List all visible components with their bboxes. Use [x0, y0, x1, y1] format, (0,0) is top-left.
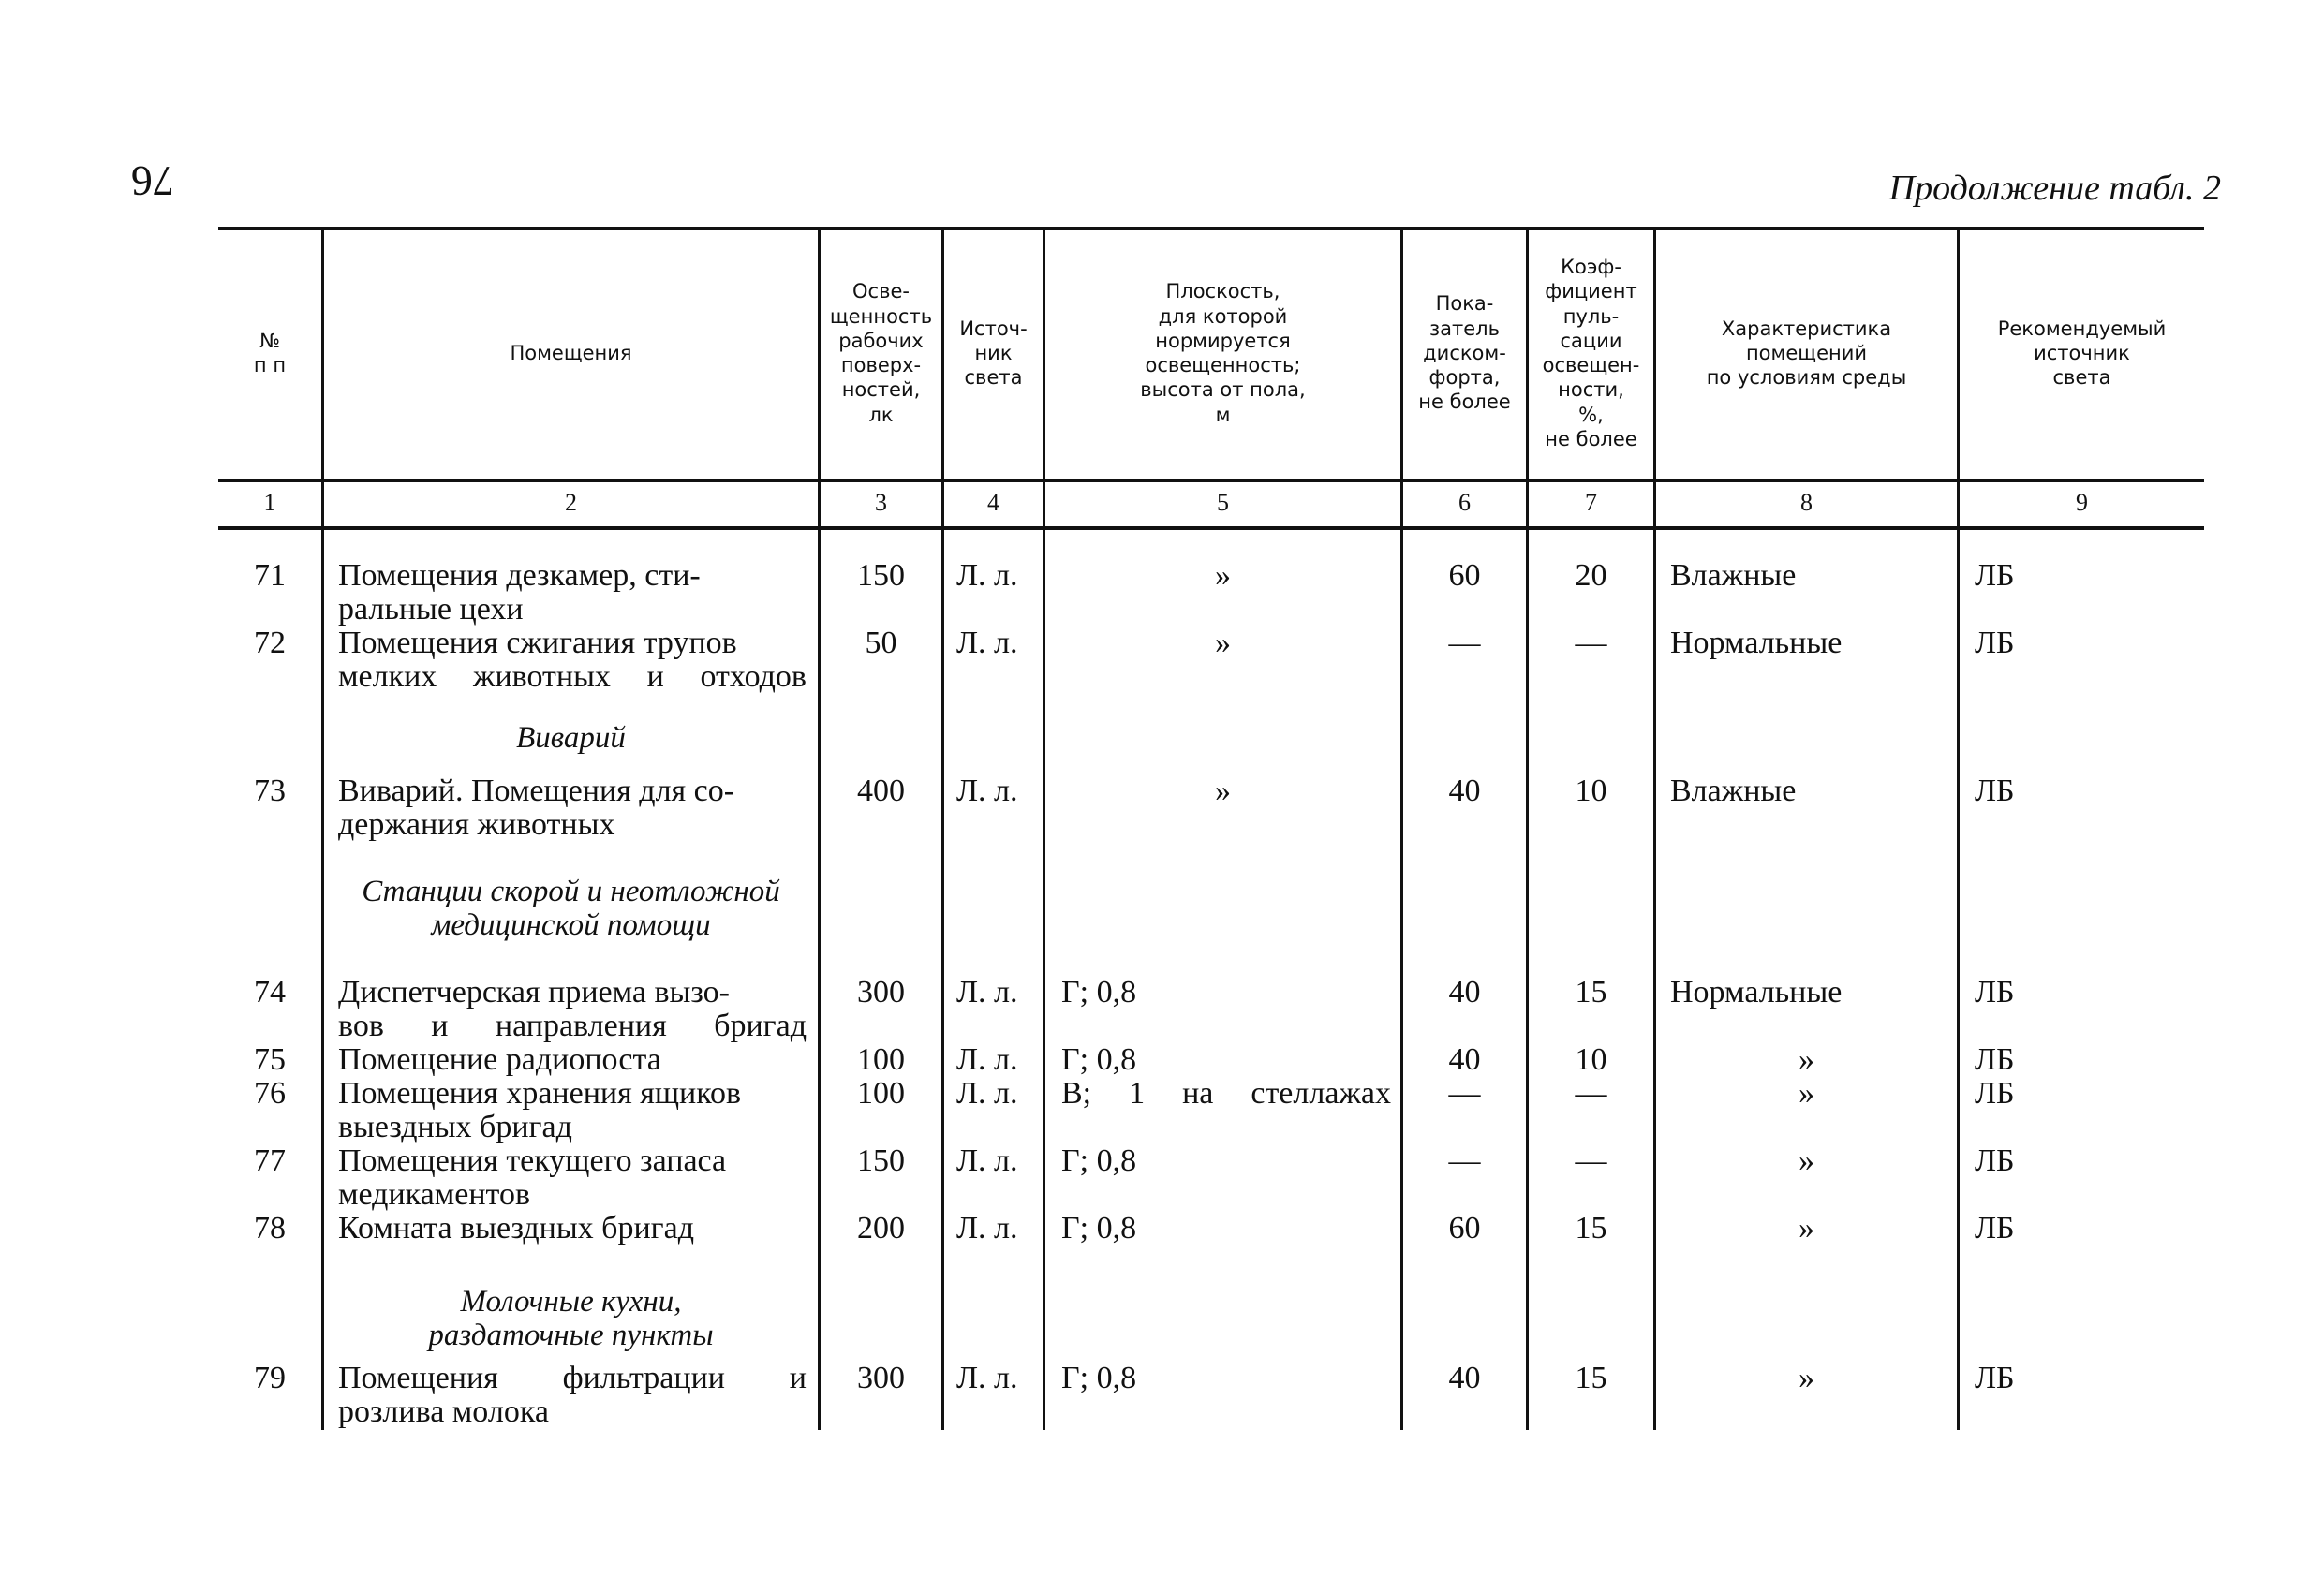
- illuminance-value: 50: [865, 626, 897, 660]
- plane-value: В; 1 на стеллажах: [1061, 1076, 1391, 1111]
- environment-value: »: [1799, 1361, 1814, 1395]
- column-numbers-bottom-rule: [218, 526, 2204, 530]
- room-name-continued: розлива молока: [338, 1394, 549, 1429]
- row-number: 79: [254, 1361, 286, 1395]
- light-source-value: Л. л.: [956, 1211, 1018, 1246]
- environment-value: »: [1799, 1076, 1814, 1111]
- environment-value: Нормальные: [1670, 975, 1843, 1010]
- illuminance-value: 100: [857, 1076, 905, 1111]
- lighting-norms-table: [218, 227, 2204, 1430]
- plane-value: »: [1215, 626, 1231, 660]
- row-number: 73: [254, 774, 286, 808]
- room-name: Комната выездных бригад: [338, 1211, 695, 1246]
- light-source-value: Л. л.: [956, 1143, 1018, 1178]
- illuminance-value: 200: [857, 1211, 905, 1246]
- room-name: Виварий. Помещения для со-: [338, 774, 735, 808]
- recommended-source-value: ЛБ: [1975, 558, 2015, 593]
- recommended-source-value: ЛБ: [1975, 975, 2015, 1010]
- recommended-source-value: ЛБ: [1975, 1361, 2015, 1395]
- pulsation-value: —: [1575, 626, 1607, 660]
- recommended-source-value: ЛБ: [1975, 1143, 2015, 1178]
- environment-value: »: [1799, 1042, 1814, 1077]
- room-name: Помещения дезкамер, сти-: [338, 558, 701, 593]
- plane-value: »: [1215, 558, 1231, 593]
- section-heading-continued: медицинской помощи: [431, 908, 711, 942]
- discomfort-value: —: [1448, 626, 1481, 660]
- discomfort-value: —: [1448, 1143, 1481, 1178]
- plane-value: »: [1215, 774, 1231, 808]
- room-name-continued: вов и направления бригад: [338, 1009, 807, 1043]
- column-number: 2: [565, 489, 577, 516]
- light-source-value: Л. л.: [956, 1042, 1018, 1077]
- room-name: Диспетчерская приема вызо-: [338, 975, 730, 1010]
- light-source-value: Л. л.: [956, 975, 1018, 1010]
- plane-value: Г; 0,8: [1061, 1042, 1137, 1077]
- illuminance-value: 400: [857, 774, 905, 808]
- room-name-continued: выездных бригад: [338, 1110, 572, 1144]
- header-recommended-source: Рекомендуемый источник света: [1997, 317, 2167, 390]
- room-name: Помещения сжигания трупов: [338, 626, 737, 660]
- recommended-source-value: ЛБ: [1975, 774, 2015, 808]
- recommended-source-value: ЛБ: [1975, 1042, 2015, 1077]
- discomfort-value: —: [1448, 1076, 1481, 1111]
- page-number: 76: [131, 157, 174, 205]
- illuminance-value: 300: [857, 975, 905, 1010]
- header-pulsation: Коэф- фициент пуль- сации освещен- ности, %, не более: [1542, 256, 1640, 450]
- environment-value: »: [1799, 1211, 1814, 1246]
- discomfort-value: 40: [1448, 1361, 1481, 1395]
- row-number: 77: [254, 1143, 286, 1178]
- row-number: 76: [254, 1076, 286, 1111]
- room-name: Помещения текущего запаса: [338, 1143, 727, 1178]
- room-name-continued: мелких животных и отходов: [338, 659, 807, 694]
- row-number: 74: [254, 975, 286, 1010]
- recommended-source-value: ЛБ: [1975, 626, 2015, 660]
- row-number: 78: [254, 1211, 286, 1246]
- environment-value: Влажные: [1670, 558, 1797, 593]
- row-number: 75: [254, 1042, 286, 1077]
- header-rooms: Помещения: [510, 341, 632, 364]
- table-caption: Продолжение табл. 2: [1888, 169, 2221, 208]
- discomfort-value: 40: [1448, 774, 1481, 808]
- plane-value: Г; 0,8: [1061, 975, 1137, 1010]
- pulsation-value: 20: [1575, 558, 1607, 593]
- pulsation-value: 10: [1575, 774, 1607, 808]
- section-heading: Виварий: [516, 721, 626, 755]
- pulsation-value: 15: [1575, 1211, 1607, 1246]
- pulsation-value: —: [1575, 1143, 1607, 1178]
- room-name-continued: держания животных: [338, 807, 615, 842]
- header-plane: Плоскость, для которой нормируется освещенность; высота от пола, м: [1140, 280, 1306, 426]
- header-environment: Характеристика помещений по условиям среды: [1706, 317, 1907, 390]
- illuminance-value: 150: [857, 1143, 905, 1178]
- discomfort-value: 40: [1448, 975, 1481, 1010]
- discomfort-value: 60: [1448, 1211, 1481, 1246]
- recommended-source-value: ЛБ: [1975, 1211, 2015, 1246]
- light-source-value: Л. л.: [956, 774, 1018, 808]
- room-name: Помещения фильтрации и: [338, 1361, 807, 1395]
- pulsation-value: 15: [1575, 1361, 1607, 1395]
- recommended-source-value: ЛБ: [1975, 1076, 2015, 1111]
- header-bottom-rule: [218, 479, 2204, 482]
- light-source-value: Л. л.: [956, 1076, 1018, 1111]
- header-discomfort: Пока- затель диском- форта, не более: [1418, 292, 1511, 414]
- light-source-value: Л. л.: [956, 626, 1018, 660]
- illuminance-value: 300: [857, 1361, 905, 1395]
- pulsation-value: 15: [1575, 975, 1607, 1010]
- column-number: 6: [1458, 489, 1471, 516]
- discomfort-value: 60: [1448, 558, 1481, 593]
- column-number: 8: [1800, 489, 1813, 516]
- environment-value: Влажные: [1670, 774, 1797, 808]
- light-source-value: Л. л.: [956, 1361, 1018, 1395]
- illuminance-value: 100: [857, 1042, 905, 1077]
- room-name: Помещение радиопоста: [338, 1042, 661, 1077]
- illuminance-value: 150: [857, 558, 905, 593]
- environment-value: »: [1799, 1143, 1814, 1178]
- plane-value: Г; 0,8: [1061, 1143, 1137, 1178]
- column-number: 4: [987, 489, 999, 516]
- pulsation-value: 10: [1575, 1042, 1607, 1077]
- column-number: 1: [263, 489, 276, 516]
- section-heading: Станции скорой и неотложной: [362, 875, 780, 908]
- row-number: 72: [254, 626, 286, 660]
- section-heading-continued: раздаточные пункты: [428, 1319, 714, 1352]
- column-number: 3: [875, 489, 887, 516]
- row-number: 71: [254, 558, 286, 593]
- room-name: Помещения хранения ящиков: [338, 1076, 742, 1111]
- room-name-continued: ральные цехи: [338, 592, 524, 626]
- header-light-source: Источ- ник света: [959, 317, 1028, 390]
- column-number: 7: [1585, 489, 1597, 516]
- plane-value: Г; 0,8: [1061, 1211, 1137, 1246]
- pulsation-value: —: [1575, 1076, 1607, 1111]
- light-source-value: Л. л.: [956, 558, 1018, 593]
- environment-value: Нормальные: [1670, 626, 1843, 660]
- header-illuminance: Осве- щенность рабочих поверх- ностей, лк: [829, 280, 933, 426]
- column-number: 9: [2076, 489, 2088, 516]
- room-name-continued: медикаментов: [338, 1177, 531, 1212]
- plane-value: Г; 0,8: [1061, 1361, 1137, 1395]
- column-number: 5: [1217, 489, 1229, 516]
- section-heading: Молочные кухни,: [460, 1285, 682, 1319]
- header-number: № п п: [253, 329, 287, 376]
- discomfort-value: 40: [1448, 1042, 1481, 1077]
